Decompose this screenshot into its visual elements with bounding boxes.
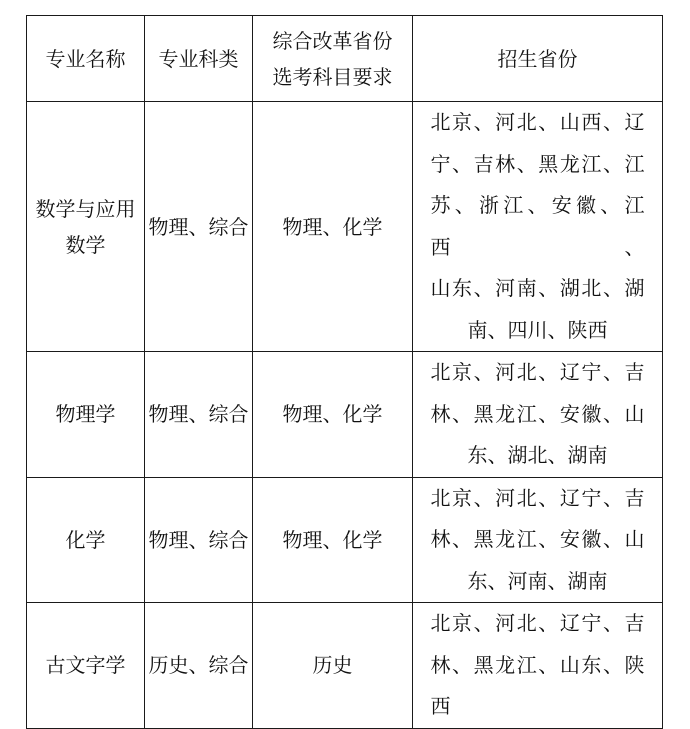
province-line: 山东、河南、湖北、湖 <box>430 276 645 300</box>
cell-provinces <box>413 477 663 603</box>
header-major-name: 专业名称 <box>27 16 145 102</box>
cell-provinces <box>413 102 663 352</box>
header-requirement-line1: 综合改革省份 <box>272 28 393 53</box>
header-requirement-line2: 选考科目要求 <box>272 64 393 89</box>
major-line2: 数学 <box>65 232 106 257</box>
cell-major: 物理学 <box>27 352 145 478</box>
table-row <box>27 102 663 352</box>
cell-provinces <box>413 352 663 478</box>
table-row <box>27 603 663 729</box>
cell-major: 化学 <box>27 477 145 603</box>
cell-requirement: 历史 <box>253 603 413 729</box>
table-row <box>27 352 663 478</box>
cell-major: 古文字学 <box>27 603 145 729</box>
province-line: 苏、浙江、安徽、江西、 <box>430 193 645 259</box>
cell-major <box>27 102 145 352</box>
major-line1: 数学与应用 <box>35 196 136 221</box>
cell-category: 物理、综合 <box>145 102 253 352</box>
province-line: 南、四川、陕西 <box>467 317 608 342</box>
province-line: 东、湖北、湖南 <box>467 443 608 467</box>
province-line: 宁、吉林、黑龙江、江 <box>430 151 645 176</box>
cell-requirement: 物理、化学 <box>253 102 413 352</box>
province-line: 北京、河北、辽宁、吉 <box>430 611 645 635</box>
cell-requirement: 物理、化学 <box>253 477 413 603</box>
province-line: 东、河南、湖南 <box>467 568 608 593</box>
header-category: 专业科类 <box>145 16 253 102</box>
cell-category: 物理、综合 <box>145 352 253 478</box>
table-header-row <box>27 16 663 102</box>
table-row <box>27 477 663 603</box>
province-line: 北京、河北、山西、辽 <box>430 110 645 134</box>
province-line: 北京、河北、辽宁、吉 <box>430 360 645 384</box>
cell-category: 历史、综合 <box>145 603 253 729</box>
province-line: 林、黑龙江、安徽、山 <box>430 401 645 426</box>
cell-provinces <box>413 603 663 729</box>
cell-requirement: 物理、化学 <box>253 352 413 478</box>
province-line: 林、黑龙江、山东、陕西 <box>430 652 645 718</box>
province-line: 林、黑龙江、安徽、山 <box>430 527 645 551</box>
province-line: 北京、河北、辽宁、吉 <box>430 485 645 510</box>
cell-category: 物理、综合 <box>145 477 253 603</box>
majors-table <box>26 15 663 729</box>
header-requirement <box>253 16 413 102</box>
header-provinces: 招生省份 <box>413 16 663 102</box>
